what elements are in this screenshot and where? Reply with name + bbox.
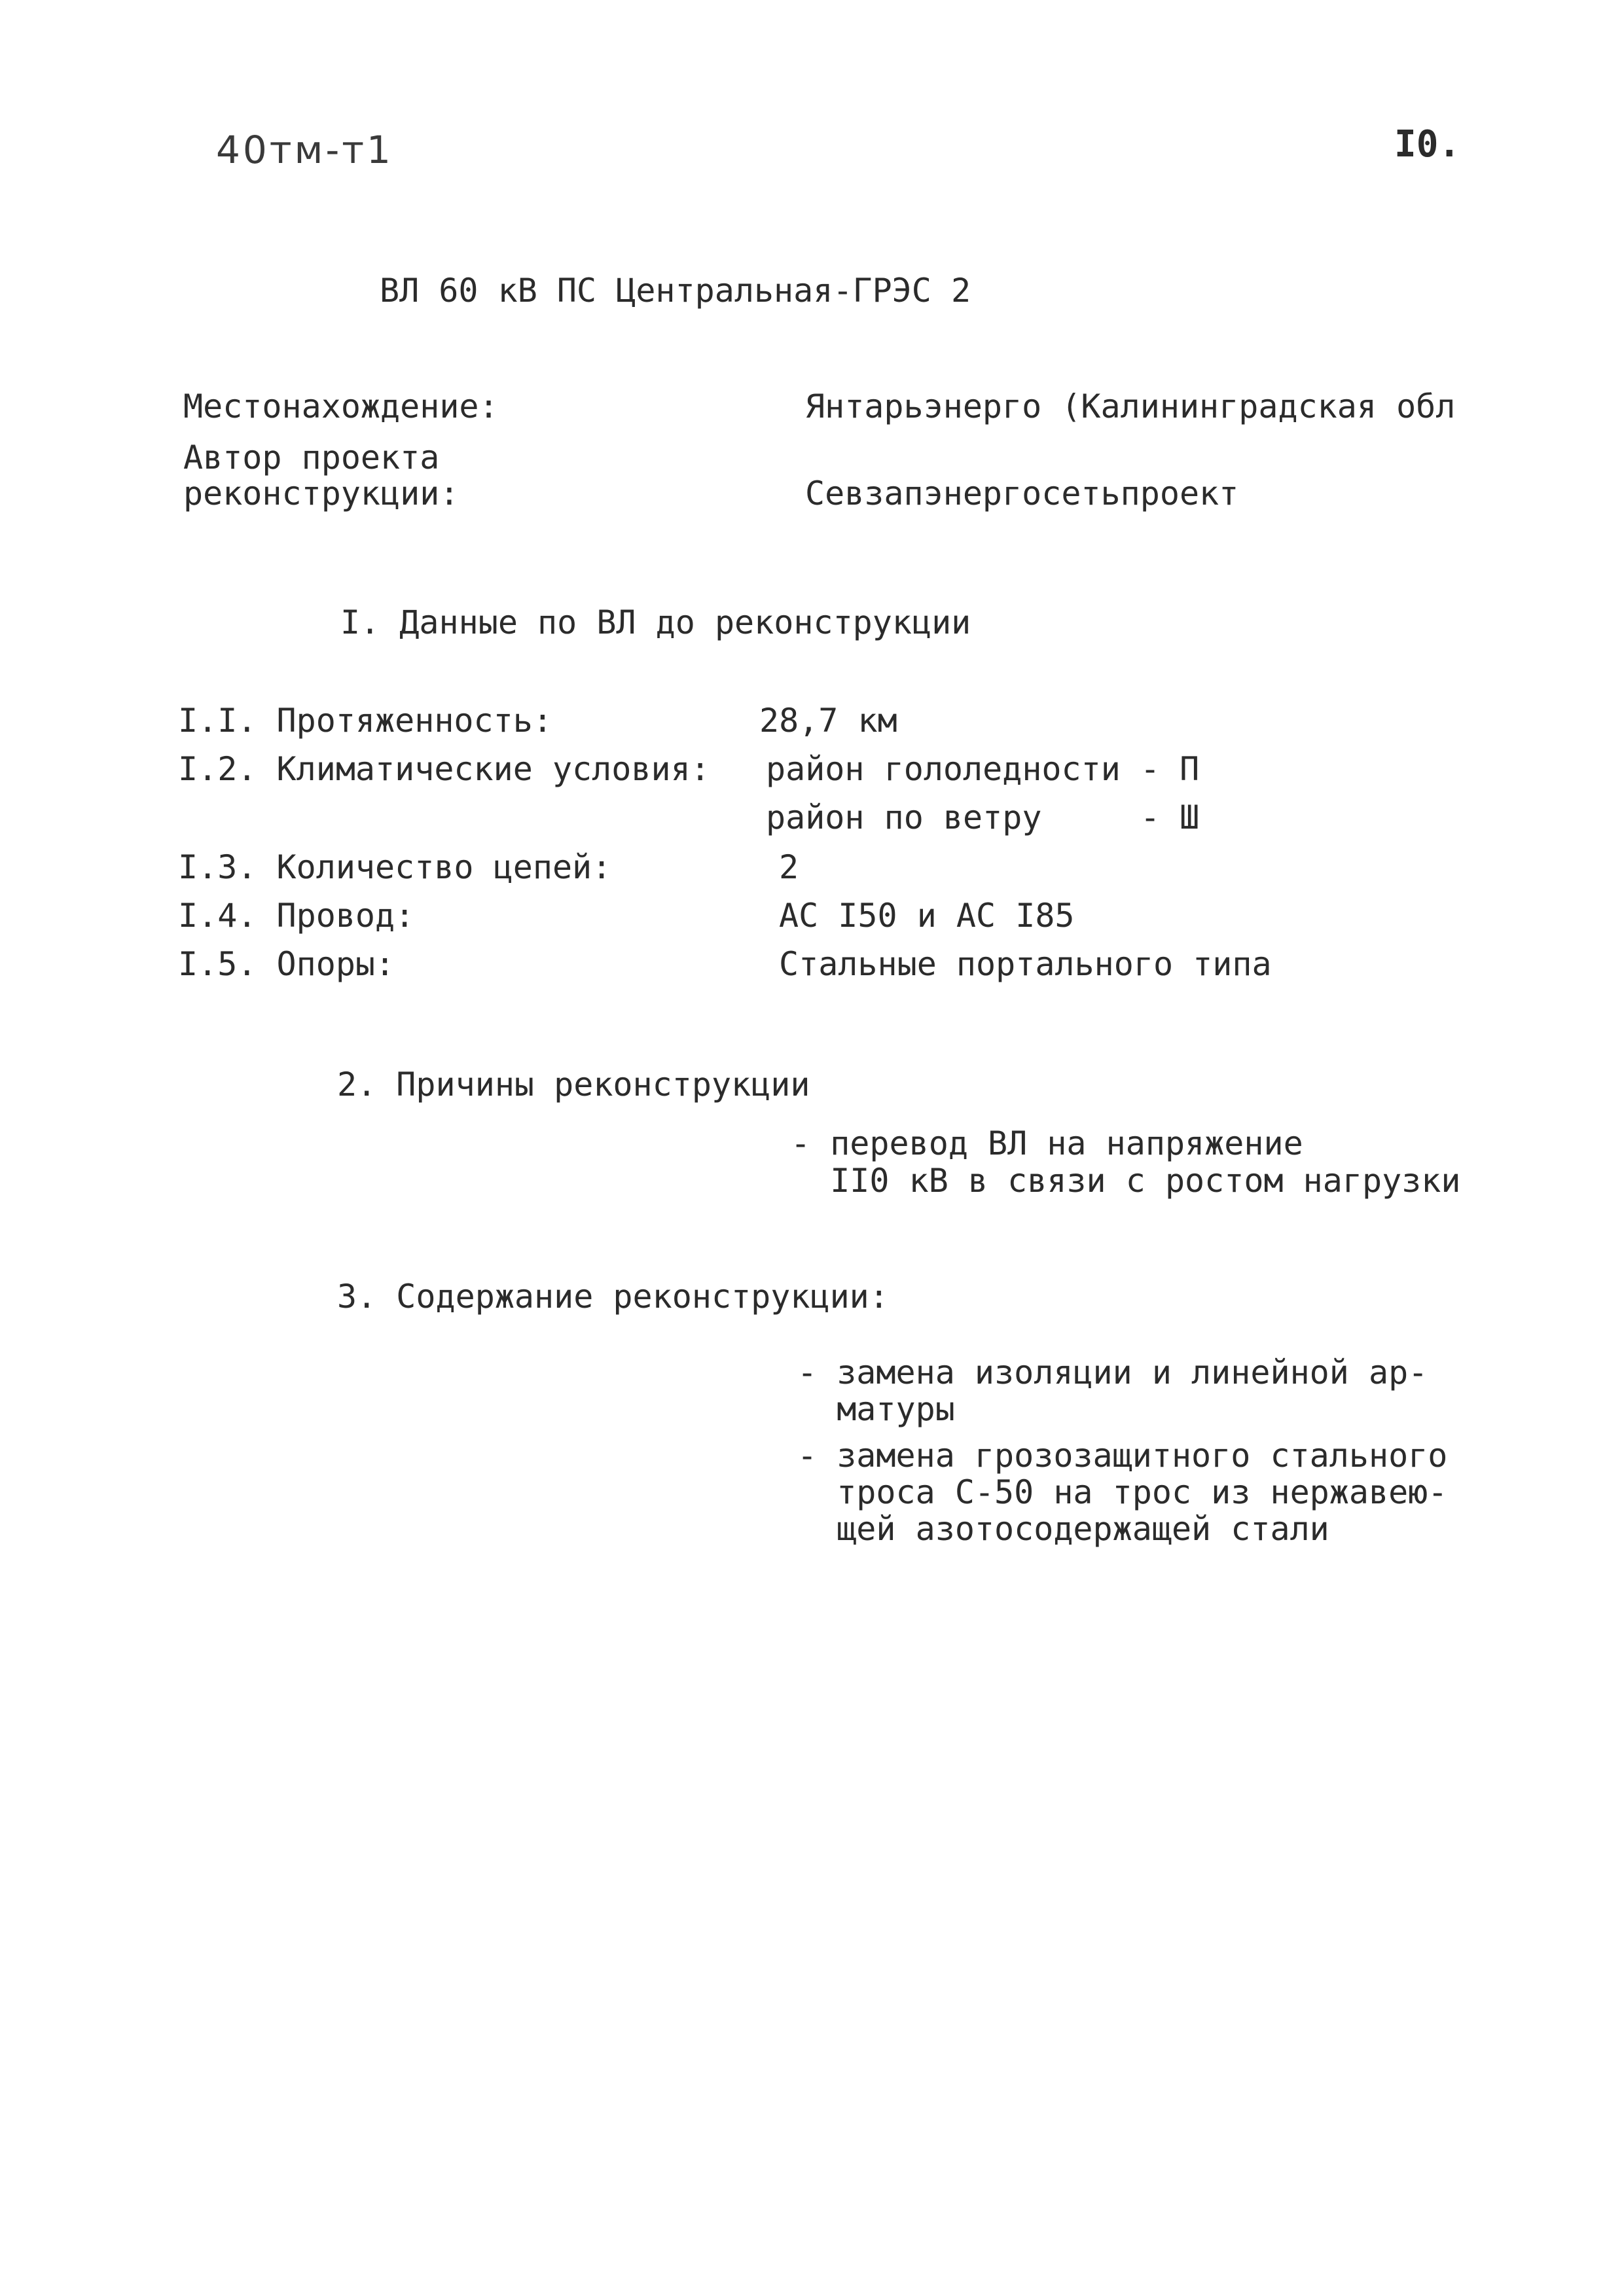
page-number: I0.: [1394, 123, 1461, 166]
author-label-line2: реконструкции:: [183, 475, 460, 512]
section3-line: - замена грозозащитного стального: [797, 1437, 1448, 1475]
spec-value: 2: [779, 848, 799, 886]
section3-heading: 3. Содержание реконструкции:: [337, 1278, 889, 1316]
location-label: Местонахождение:: [183, 387, 499, 425]
document-title: ВЛ 60 кВ ПС Центральная-ГРЭС 2: [380, 272, 971, 310]
section3-line: троса С-50 на трос из нержавею-: [797, 1473, 1448, 1511]
section2-line: II0 кВ в связи с ростом нагрузки: [791, 1162, 1461, 1200]
spec-value: район по ветру - Ш: [766, 798, 1200, 836]
section3-line: щей азотосодержащей стали: [797, 1510, 1329, 1548]
spec-label: I.4. Провод:: [178, 897, 415, 935]
spec-label: I.3. Количество цепей:: [178, 848, 612, 886]
spec-label: I.I. Протяженность:: [178, 702, 552, 740]
author-value: Севзапэнергосетьпроект: [805, 475, 1239, 512]
section2-heading: 2. Причины реконструкции: [337, 1066, 810, 1103]
location-value: Янтарьэнерго (Калининградская обл: [805, 387, 1456, 425]
spec-label: I.5. Опоры:: [178, 945, 395, 983]
spec-value: район гололедности - П: [766, 750, 1200, 788]
spec-value: 28,7 км: [759, 702, 897, 740]
section1-heading: I. Данные по ВЛ до реконструкции: [340, 603, 971, 641]
section3-line: - замена изоляции и линейной ар-: [797, 1354, 1428, 1391]
section3-line: матуры: [797, 1390, 955, 1428]
spec-value: Стальные портального типа: [779, 945, 1272, 983]
author-label-line1: Автор проекта: [183, 439, 440, 476]
spec-label: I.2. Климатические условия:: [178, 750, 710, 788]
section2-line: - перевод ВЛ на напряжение: [791, 1124, 1303, 1162]
handwritten-document-code: 40тм-т1: [216, 128, 393, 172]
spec-value: АС I50 и АС I85: [779, 897, 1075, 935]
